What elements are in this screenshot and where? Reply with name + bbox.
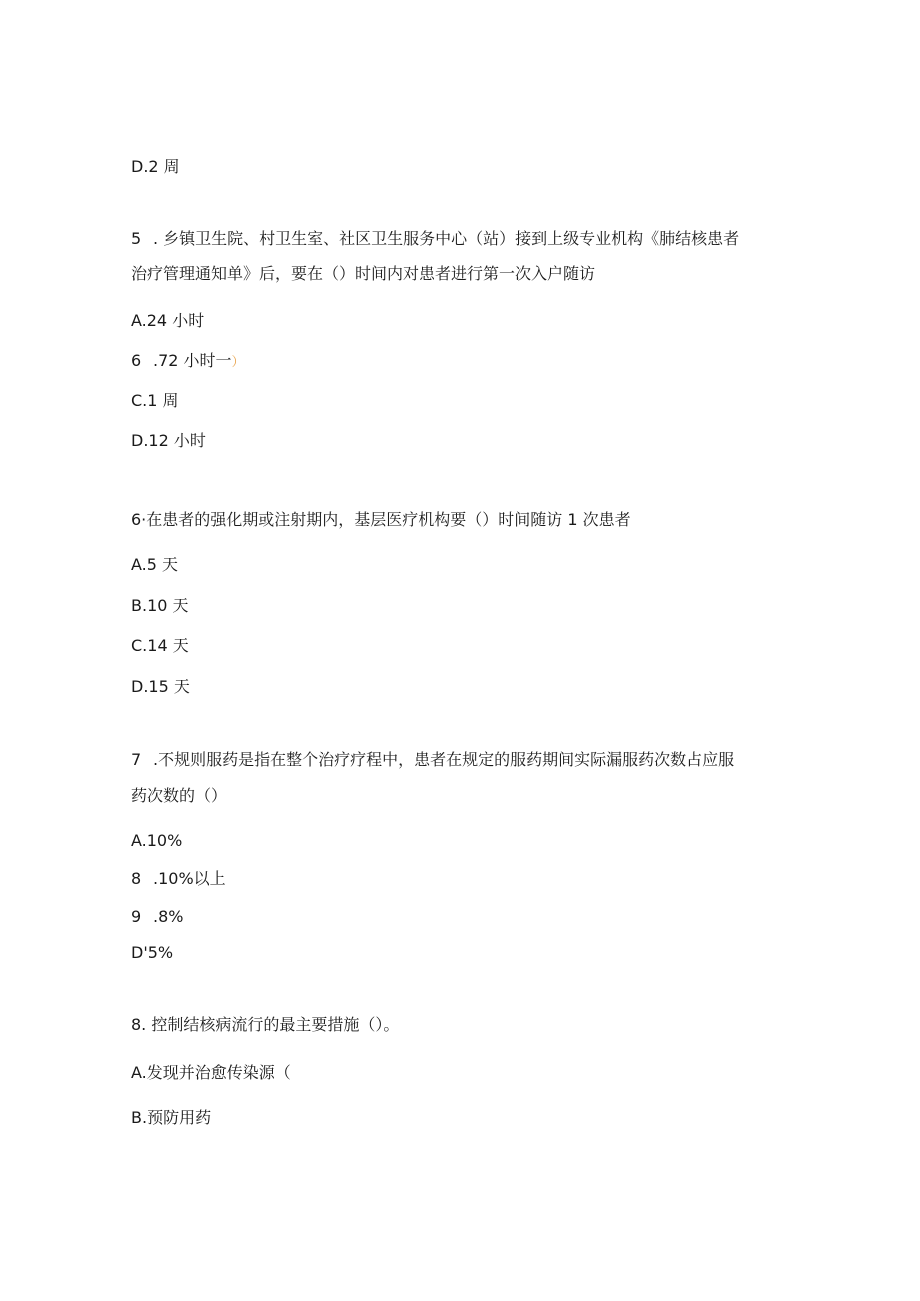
question-6: 6·在患者的强化期或注射期内，基层医疗机构要（）时间随访 1 次患者 xyxy=(131,510,631,529)
question-7-line-2: 药次数的（） xyxy=(131,786,228,805)
question-7-line-1 xyxy=(131,750,734,770)
option-b-q6: B.10 天 xyxy=(131,596,189,615)
option-c-q7-text: .8% xyxy=(153,907,184,926)
option-a-q8: A.发现并治愈传染源（ xyxy=(131,1063,291,1082)
question-5-line-2: 治疗管理通知单》后，要在（）时间内对患者进行第一次入户随访 xyxy=(131,264,596,283)
option-d-q7: D'5% xyxy=(131,943,174,962)
option-a-q6: A.5 天 xyxy=(131,555,179,574)
option-d-q5: D.12 小时 xyxy=(131,431,206,450)
option-b-q5-number: 6 xyxy=(131,351,142,370)
option-b-q8: B.预防用药 xyxy=(131,1108,212,1127)
option-b-q7-number: 8 xyxy=(131,869,142,888)
option-c-q7-number: 9 xyxy=(131,907,142,926)
question-7-text-1: .不规则服药是指在整个治疗疗程中，患者在规定的服药期间实际漏服药次数占应服 xyxy=(153,750,735,769)
question-8: 8. 控制结核病流行的最主要措施（）。 xyxy=(131,1015,400,1034)
option-b-q5-text: .72 小时一 xyxy=(153,351,232,370)
option-b-q7-text: .10%以上 xyxy=(153,869,226,888)
question-5-line-1 xyxy=(131,229,739,249)
question-5-number: 5 xyxy=(131,229,142,248)
option-b-q5-mark: ） xyxy=(231,355,245,370)
option-d-q6: D.15 天 xyxy=(131,677,190,696)
option-b-q7 xyxy=(131,869,226,889)
option-c-q5: C.1 周 xyxy=(131,391,179,410)
option-d-q4: D.2 周 xyxy=(131,157,180,176)
option-a-q7: A.10% xyxy=(131,831,183,850)
question-5-text-1: . 乡镇卫生院、村卫生室、社区卫生服务中心（站）接到上级专业机构《肺结核患者 xyxy=(153,229,740,248)
option-a-q5: A.24 小时 xyxy=(131,311,205,330)
option-b-q5 xyxy=(131,351,245,373)
option-c-q7 xyxy=(131,907,183,927)
question-7-number: 7 xyxy=(131,750,142,769)
option-c-q6: C.14 天 xyxy=(131,636,189,655)
